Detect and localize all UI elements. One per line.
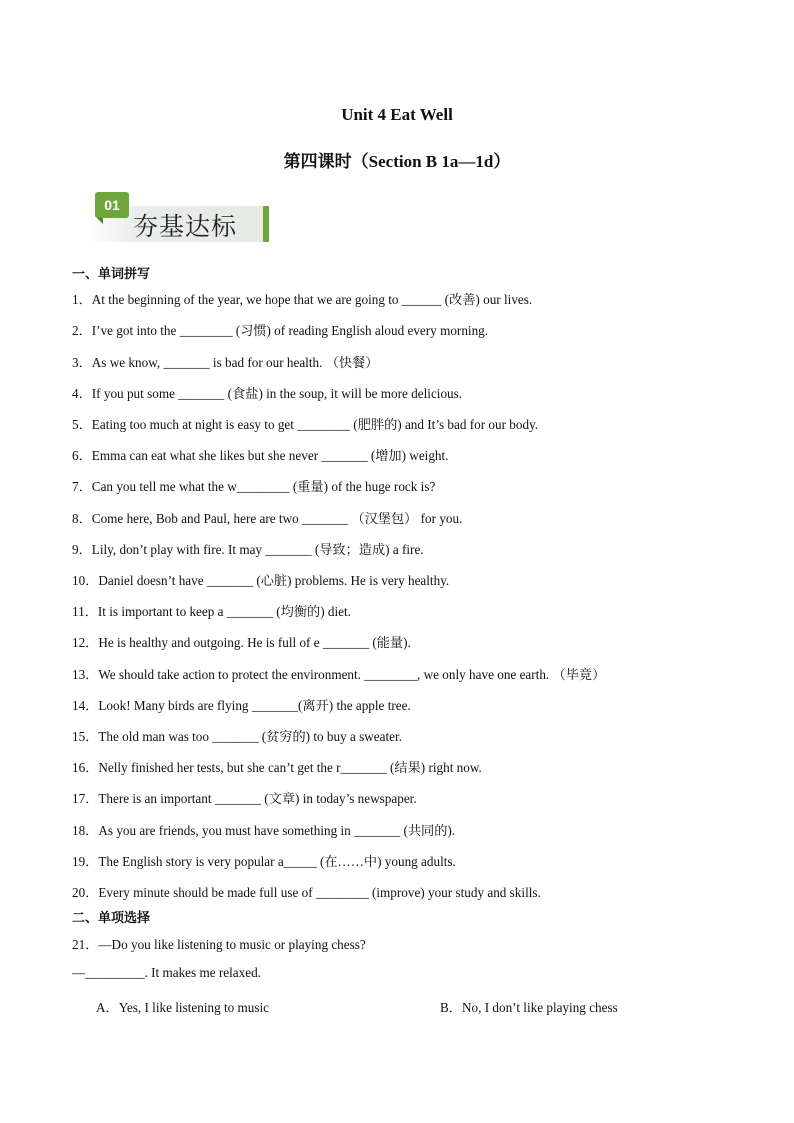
question-2: 2．I’ve got into the ________ (习惯) of reading English aloud every morning. — [72, 323, 489, 338]
question-21-stem: 21．—Do you like listening to music or playing chess? — [72, 937, 366, 952]
section-heading-multiple-choice: 二、单项选择 — [72, 911, 151, 926]
section-heading-spelling: 一、单词拼写 — [72, 267, 151, 282]
question-5: 5．Eating too much at night is easy to get ________ (肥胖的) and It’s bad for our body. — [72, 417, 539, 432]
page-title: Unit 4 Eat Well — [341, 105, 453, 124]
section-banner — [85, 192, 271, 244]
question-17: 17．There is an important _______ (文章) in today’s newspaper. — [72, 791, 417, 806]
question-10: 10．Daniel doesn’t have _______ (心脏) problems. He is very healthy. — [72, 573, 450, 588]
question-1: 1．At the beginning of the year, we hope that we are going to ______ (改善) our lives. — [72, 292, 533, 307]
question-14: 14．Look! Many birds are flying _______(离开) the apple tree. — [72, 698, 411, 713]
question-7: 7．Can you tell me what the w________ (重量) of the huge rock is? — [72, 479, 436, 494]
question-4: 4．If you put some _______ (食盐) in the soup, it will be more delicious. — [72, 386, 463, 401]
question-20: 20．Every minute should be made full use of ________ (improve) your study and skills. — [72, 885, 541, 900]
option-b: B．No, I don’t like playing chess — [440, 1000, 618, 1015]
question-3: 3．As we know, _______ is bad for our health. （快餐） — [72, 355, 379, 370]
question-9: 9．Lily, don’t play with fire. It may _______ (导致；造成) a fire. — [72, 542, 424, 557]
question-8: 8．Come here, Bob and Paul, here are two _______ （汉堡包） for you. — [72, 511, 463, 526]
question-13: 13．We should take action to protect the environment. ________, we only have one earth. （毕竟） — [72, 667, 606, 682]
question-18: 18．As you are friends, you must have something in _______ (共同的). — [72, 823, 456, 838]
question-19: 19．The English story is very popular a_____ (在……中) young adults. — [72, 854, 456, 869]
banner-accent-bar — [263, 206, 269, 242]
question-15: 15．The old man was too _______ (贫穷的) to buy a sweater. — [72, 729, 402, 744]
lesson-subtitle: 第四课时（Section B 1a—1d） — [283, 152, 511, 171]
banner-label: 夯基达标 — [133, 212, 238, 241]
banner-number-badge: 01 — [95, 192, 129, 218]
question-16: 16．Nelly finished her tests, but she can’t get the r_______ (结果) right now. — [72, 760, 482, 775]
question-11: 11．It is important to keep a _______ (均衡的) diet. — [72, 604, 351, 619]
question-21-reply: —_________. It makes me relaxed. — [72, 965, 261, 980]
option-a: A．Yes, I like listening to music — [96, 1000, 270, 1015]
question-6: 6．Emma can eat what she likes but she never _______ (增加) weight. — [72, 448, 449, 463]
question-12: 12．He is healthy and outgoing. He is full of e _______ (能量). — [72, 635, 411, 650]
